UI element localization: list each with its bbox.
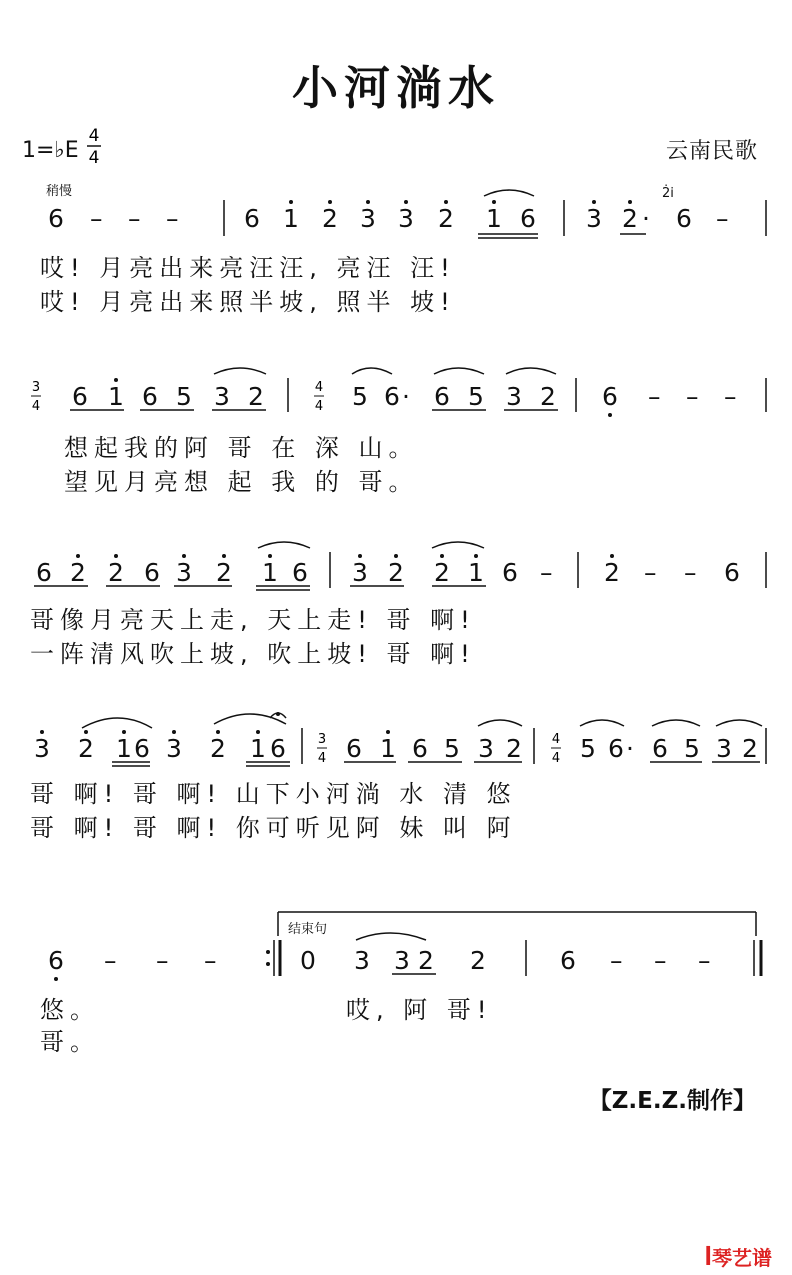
svg-text:3: 3 [317,732,327,747]
ending-label: 结束句 [288,922,328,937]
note: 1 [108,382,124,411]
note: 6 [346,734,362,763]
note: 3 [506,382,522,411]
svg-text:4: 4 [31,399,41,414]
dash: – [156,946,169,975]
svg-text:3: 3 [31,380,41,395]
note: 6 [608,734,624,763]
svg-text:4: 4 [551,751,561,766]
dot: · [402,382,410,411]
dot: · [626,734,634,763]
note: 3 [360,204,376,233]
note: 3 [354,946,370,975]
note: 2 [622,204,638,233]
dash: – [724,382,737,411]
note: 2 [108,558,124,587]
note: 2 [70,558,86,587]
note: 5 [176,382,192,411]
note: 6 [142,382,158,411]
dash: – [204,946,217,975]
svg-text:4: 4 [88,126,100,146]
note: 5 [352,382,368,411]
note: 2 [742,734,758,763]
note: 6 [520,204,536,233]
dash: – [698,946,711,975]
svg-text:4: 4 [314,380,324,395]
note: 2 [604,558,620,587]
note: 3 [586,204,602,233]
svg-text:4: 4 [317,751,327,766]
note: 6 [560,946,576,975]
note: 6 [676,204,692,233]
dash: – [644,558,657,587]
note: 2 [388,558,404,587]
note: 6 [72,382,88,411]
lyrics-row-3-verse-2: 一阵清风吹上坡, 吹上坡! 哥 啊! [30,640,476,668]
note: 6 [144,558,160,587]
lyrics-row-5-verse-1: 悠。 [40,996,100,1024]
watermark: ꟾ琴艺谱 [704,1246,772,1270]
svg-text:4: 4 [551,732,561,747]
note: 6 [48,946,64,975]
note: 6 [48,204,64,233]
note: 2 [216,558,232,587]
svg-text:4: 4 [88,148,100,168]
footer-credit: 【Z.E.Z.制作】 [588,1088,756,1114]
lyrics-ending: 哎, 阿 哥! [346,996,493,1024]
note: 3 [176,558,192,587]
dash: – [684,558,697,587]
note: 6 [134,734,150,763]
dash: – [128,204,141,233]
lyrics-row-4-verse-2: 哥 啊! 哥 啊! 你可听见阿 妹 叫 阿 [30,814,517,842]
note: 3 [716,734,732,763]
note: 6 [270,734,286,763]
note: 1 [283,204,299,233]
note: 1 [262,558,278,587]
note: 2 [248,382,264,411]
note: 1 [116,734,132,763]
song-title: 小河淌水 [292,61,500,115]
note: 1 [486,204,502,233]
note: 2 [470,946,486,975]
note: 2 [210,734,226,763]
note: 5 [684,734,700,763]
note: 3 [34,734,50,763]
note: 1 [468,558,484,587]
lyrics-row-3-verse-1: 哥像月亮天上走, 天上走! 哥 啊! [30,606,476,634]
note: 2 [506,734,522,763]
note: 3 [394,946,410,975]
note: 6 [244,204,260,233]
grace-note: 2̇i̇ [662,186,674,201]
note: 2 [438,204,454,233]
note: 6 [36,558,52,587]
dash: – [716,204,729,233]
note: 5 [580,734,596,763]
lyrics-row-2-verse-1: 想起我的阿 哥 在 深 山。 [64,434,419,462]
note: 6 [384,382,400,411]
dot: · [642,204,650,233]
dash: – [90,204,103,233]
note: 2 [418,946,434,975]
note: 0 [300,946,316,975]
note: 1 [380,734,396,763]
note: 3 [352,558,368,587]
lyrics-row-4-verse-1: 哥 啊! 哥 啊! 山下小河淌 水 清 悠 [30,780,517,808]
tempo-marking: 稍慢 [46,184,73,199]
note: 6 [724,558,740,587]
composer: 云南民歌 [665,139,758,164]
note: 6 [602,382,618,411]
watermark-logo-icon: ꟾ [704,1246,712,1270]
dash: – [166,204,179,233]
dash: – [540,558,553,587]
dash: – [104,946,117,975]
dash: – [686,382,699,411]
note: 6 [652,734,668,763]
note: 3 [398,204,414,233]
dash: – [610,946,623,975]
note: 6 [412,734,428,763]
note: 2 [322,204,338,233]
note: 3 [214,382,230,411]
dash: – [654,946,667,975]
note: 3 [166,734,182,763]
lyrics-row-2-verse-2: 望见月亮想 起 我 的 哥。 [64,468,419,496]
note: 6 [292,558,308,587]
dash: – [648,382,661,411]
note: 1 [250,734,266,763]
lyrics-row-5-verse-2: 哥。 [40,1028,100,1056]
note: 6 [434,382,450,411]
svg-text:4: 4 [314,399,324,414]
note: 2 [78,734,94,763]
note: 5 [444,734,460,763]
lyrics-row-1-verse-2: 哎! 月亮出来照半坡, 照半 坡! [40,288,456,316]
lyrics-row-1-verse-1: 哎! 月亮出来亮汪汪, 亮汪 汪! [40,254,456,282]
key-signature: 1=♭E [22,138,79,163]
note: 5 [468,382,484,411]
note: 6 [502,558,518,587]
note: 3 [478,734,494,763]
note: 2 [434,558,450,587]
note: 2 [540,382,556,411]
